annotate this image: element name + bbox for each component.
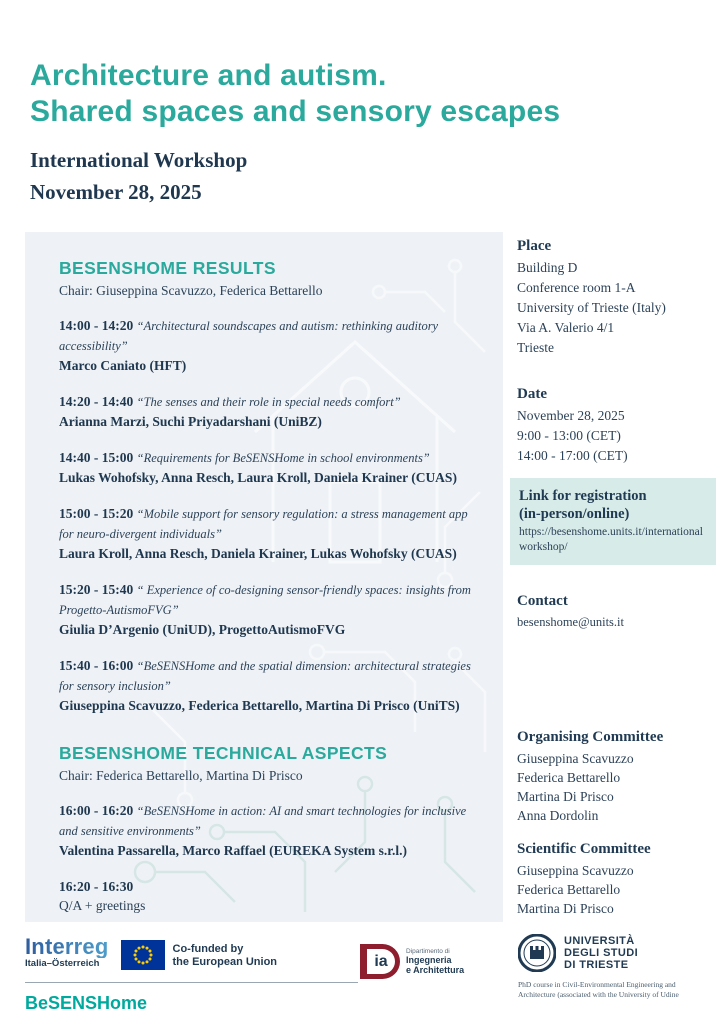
session-item <box>59 504 477 563</box>
department-line1: Ingegneria <box>406 954 452 965</box>
date-block <box>517 386 715 466</box>
session-talk-title: “Architectural soundscapes and autism: rethinking auditory accessibility” <box>59 319 439 353</box>
funding-logo-row <box>25 936 360 970</box>
university-name-line3: DI TRIESTE <box>564 959 629 971</box>
footer-divider <box>25 982 358 983</box>
session-speakers: Giuseppina Scavuzzo, Federica Bettarello, Martina Di Prisco (UniTS) <box>59 698 460 713</box>
scientific-committee-heading: Scientific Committee <box>517 841 651 857</box>
date-line: 9:00 - 13:00 (CET) <box>517 428 621 443</box>
cofunded-line2: the European Union <box>172 956 278 968</box>
session-item <box>59 801 477 860</box>
program-section-results <box>59 258 477 715</box>
section-chair: Chair: Federica Bettarello, Martina Di Prisco <box>59 768 303 783</box>
contact-heading: Contact <box>517 593 568 609</box>
interreg-logo <box>25 936 109 969</box>
interreg-region-label: Italia–Österreich <box>25 958 100 969</box>
date-line: November 28, 2025 <box>517 408 625 423</box>
session-item <box>59 392 477 431</box>
session-talk-title: “ Experience of co-designing sensor-friendly spaces: insights from Progetto-AutismoFVG” <box>59 583 471 617</box>
session-title-line <box>59 877 477 896</box>
department-logo <box>360 944 464 979</box>
university-logo-row <box>518 934 714 972</box>
department-line2: e Architettura <box>406 965 465 975</box>
session-talk-title: “Mobile support for sensory regulation: a stress management app for neuro-divergent individuals” <box>59 507 468 541</box>
date-line: 14:00 - 17:00 (CET) <box>517 448 628 463</box>
session-note: Q/A + greetings <box>59 898 146 913</box>
university-seal-icon <box>518 934 556 972</box>
phd-note: PhD course in Civil-Environmental Engineering and Architecture (associated with the University of Udine <box>518 980 679 999</box>
interreg-wordmark: Interreg <box>25 934 109 959</box>
committee-member: Giuseppina Scavuzzo <box>517 863 634 878</box>
session-speakers: Arianna Marzi, Suchi Priyadarshani (UniBZ) <box>59 414 322 429</box>
session-item <box>59 580 477 639</box>
session-time: 15:20 - 15:40 <box>59 582 134 597</box>
session-time: 16:20 - 16:30 <box>59 879 134 894</box>
program-content <box>59 258 477 915</box>
eu-flag-icon <box>121 940 165 970</box>
project-logo-besenshome: BeSENSHome <box>25 993 148 1013</box>
session-item <box>59 316 477 375</box>
workshop-type-label: International Workshop <box>30 148 248 172</box>
committee-member: Martina Di Prisco <box>517 789 614 804</box>
footer-funding-block <box>25 936 360 1014</box>
section-heading-results: BESENSHOME RESULTS <box>59 258 276 278</box>
registration-url-link[interactable]: https://besenshome.units.it/internationalworkshop/ <box>519 526 703 553</box>
committee-member: Federica Bettarello <box>517 770 621 785</box>
poster-header <box>30 58 560 208</box>
place-line: Via A. Valerio 4/1 <box>517 320 615 335</box>
committee-member: Giuseppina Scavuzzo <box>517 751 634 766</box>
department-small-label: Dipartimento di <box>406 947 450 955</box>
session-talk-title: “The senses and their role in special needs comfort” <box>136 395 401 409</box>
university-name-line1: UNIVERSITÀ <box>564 935 635 947</box>
committee-member: Anna Dordolin <box>517 808 599 823</box>
session-time: 14:00 - 14:20 <box>59 318 134 333</box>
cofunded-line1: Co-funded by <box>172 943 244 955</box>
scientific-committee-block <box>517 841 715 918</box>
committee-member: Federica Bettarello <box>517 882 621 897</box>
university-name-line2: DEGLI STUDI <box>564 947 639 959</box>
session-time: 14:20 - 14:40 <box>59 394 134 409</box>
session-speakers: Lukas Wohofsky, Anna Resch, Laura Kroll, Daniela Krainer (CUAS) <box>59 470 457 485</box>
poster-subtitle <box>30 144 560 208</box>
registration-heading-line1: Link for registration <box>519 488 647 504</box>
session-title-line <box>59 801 477 841</box>
session-time: 15:40 - 16:00 <box>59 658 134 673</box>
session-speakers: Valentina Passarella, Marco Raffael (EUREKA System s.r.l.) <box>59 843 407 858</box>
organising-committee-heading: Organising Committee <box>517 729 664 745</box>
university-name-label <box>564 935 638 971</box>
session-speakers: Laura Kroll, Anna Resch, Daniela Krainer, Lukas Wohofsky (CUAS) <box>59 546 457 561</box>
department-badge-icon: ia <box>360 944 400 979</box>
committee-member: Martina Di Prisco <box>517 901 614 916</box>
session-speakers: Marco Caniato (HFT) <box>59 358 187 373</box>
session-title-line <box>59 316 477 356</box>
section-chair: Chair: Giuseppina Scavuzzo, Federica Bettarello <box>59 283 323 298</box>
session-title-line <box>59 448 477 468</box>
place-block <box>517 238 715 358</box>
session-talk-title: “BeSENSHome in action: AI and smart technologies for inclusive and sensitive environments” <box>59 804 467 838</box>
session-speakers: Giulia D’Argenio (UniUD), ProgettoAutismoFVG <box>59 622 346 637</box>
session-title-line <box>59 656 477 696</box>
place-line: Trieste <box>517 340 555 355</box>
program-panel <box>25 232 503 922</box>
session-title-line <box>59 580 477 620</box>
session-item <box>59 656 477 715</box>
page-title-line2: Shared spaces and sensory escapes <box>30 95 561 128</box>
organising-committee-block <box>517 729 715 825</box>
program-section-technical <box>59 743 477 915</box>
info-sidebar <box>517 238 715 918</box>
session-talk-title: “Requirements for BeSENSHome in school environments” <box>136 451 430 465</box>
registration-box <box>510 478 716 565</box>
session-talk-title: “BeSENSHome and the spatial dimension: architectural strategies for sensory inclusion” <box>59 659 471 693</box>
cofunded-label <box>173 943 278 969</box>
session-item <box>59 877 477 915</box>
contact-block <box>517 593 715 631</box>
place-line: Building D <box>517 260 578 275</box>
session-item <box>59 448 477 487</box>
department-label <box>406 948 464 976</box>
session-time: 14:40 - 15:00 <box>59 450 134 465</box>
session-time: 16:00 - 16:20 <box>59 803 134 818</box>
date-heading: Date <box>517 386 547 402</box>
session-title-line <box>59 392 477 412</box>
place-line: Conference room 1-A <box>517 280 636 295</box>
registration-heading-line2: (in-person/online) <box>519 506 630 522</box>
workshop-date-label: November 28, 2025 <box>30 180 202 204</box>
university-logo-block <box>518 934 714 999</box>
page-title-line1: Architecture and autism. <box>30 59 387 92</box>
place-heading: Place <box>517 238 552 254</box>
session-title-line <box>59 504 477 544</box>
contact-email-link[interactable]: besenshome@units.it <box>517 615 624 629</box>
section-heading-technical: BESENSHOME TECHNICAL ASPECTS <box>59 743 388 763</box>
session-time: 15:00 - 15:20 <box>59 506 134 521</box>
place-line: University of Trieste (Italy) <box>517 300 666 315</box>
